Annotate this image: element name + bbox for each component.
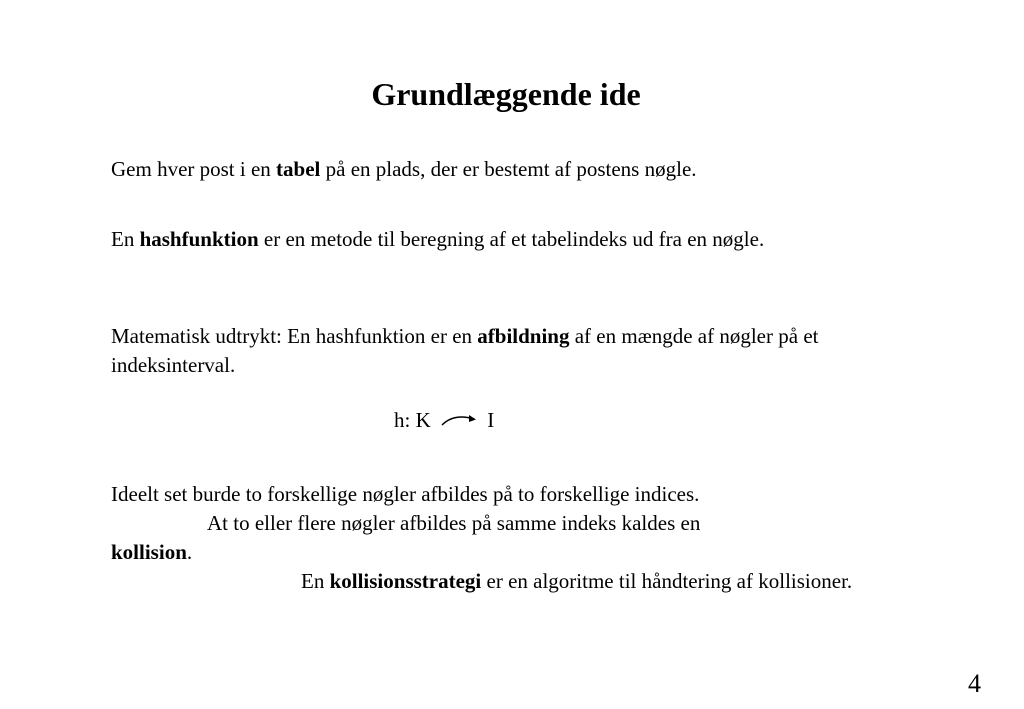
paragraph-table [111, 155, 871, 184]
mapping-formula [394, 406, 494, 435]
text: på en plads, der er bestemt af postens nøgle. [320, 157, 697, 181]
maps-to-arrow-icon [438, 411, 480, 429]
text: . [186, 540, 193, 564]
text: En [301, 569, 330, 593]
text: At to eller flere nøgler afbildes på samme indeks kaldes en [207, 511, 701, 535]
formula-rhs: I [487, 408, 495, 432]
paragraph-hashfunction [111, 225, 871, 254]
term-hashfunktion: hashfunktion [139, 227, 259, 251]
term-kollision: kollision [111, 540, 187, 564]
text: En [111, 227, 140, 251]
term-tabel: tabel [276, 157, 321, 181]
text: Matematisk udtrykt: En hashfunktion er en [111, 324, 478, 348]
paragraph-mapping [111, 322, 871, 380]
term-afbildning: afbildning [477, 324, 570, 348]
text: af en mængde af nøgler på et indeksinterval. [111, 324, 819, 377]
text: Ideelt set burde to forskellige nøgler afbildes på to forskellige indices. [111, 482, 700, 506]
page-number: 4 [968, 669, 981, 698]
text: er en algoritme til håndtering af kollisioner. [481, 569, 853, 593]
text: er en metode til beregning af et tabelindeks ud fra en nøgle. [258, 227, 765, 251]
paragraph-collision [111, 480, 891, 596]
slide-title: Grundlæggende ide [371, 76, 641, 112]
term-kollisionsstrategi: kollisionsstrategi [329, 569, 482, 593]
formula-lhs: h: K [394, 408, 431, 432]
text: Gem hver post i en [111, 157, 277, 181]
